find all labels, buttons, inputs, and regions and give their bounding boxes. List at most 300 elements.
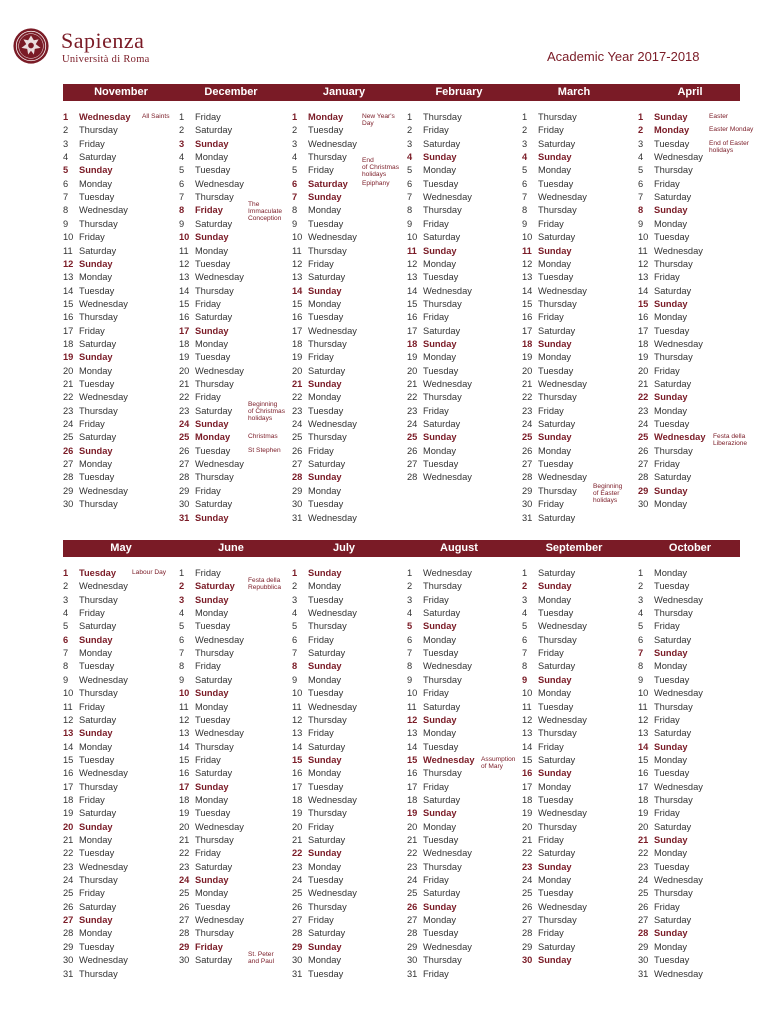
day-row xyxy=(407,741,458,754)
day-row xyxy=(638,431,706,444)
weekday-name: Sunday xyxy=(538,768,572,779)
weekday-name: Monday xyxy=(654,312,688,323)
weekday-name: Thursday xyxy=(423,674,462,685)
day-number: 12 xyxy=(638,714,649,725)
day-number: 11 xyxy=(522,701,532,712)
day-row xyxy=(63,954,128,967)
day-row xyxy=(638,754,687,767)
day-row xyxy=(292,914,334,927)
day-number: 31 xyxy=(63,968,74,979)
weekday-name: Wednesday xyxy=(195,459,244,470)
day-row xyxy=(179,580,235,593)
day-number: 18 xyxy=(522,794,533,805)
day-row xyxy=(638,405,687,418)
day-number: 12 xyxy=(179,714,190,725)
weekday-name: Friday xyxy=(538,741,564,752)
weekday-name: Monday xyxy=(195,338,229,349)
weekday-name: Wednesday xyxy=(195,272,244,283)
weekday-name: Tuesday xyxy=(654,581,690,592)
weekday-name: Sunday xyxy=(308,379,342,389)
day-number: 19 xyxy=(179,352,190,363)
day-row xyxy=(522,445,571,458)
weekday-name: Saturday xyxy=(195,955,233,966)
day-number: 21 xyxy=(638,379,649,389)
day-row xyxy=(292,231,357,244)
holiday-note: End of Easter holidays xyxy=(709,139,749,154)
day-number: 2 xyxy=(292,581,298,592)
day-number: 15 xyxy=(522,298,533,309)
day-number: 18 xyxy=(292,794,303,805)
day-row xyxy=(522,258,571,271)
day-number: 12 xyxy=(522,258,533,269)
day-row xyxy=(179,887,228,900)
day-row xyxy=(179,874,229,887)
day-number: 17 xyxy=(292,781,303,792)
day-row xyxy=(522,901,587,914)
day-row xyxy=(407,111,462,124)
day-number: 9 xyxy=(638,674,644,685)
day-row xyxy=(407,191,472,204)
day-number: 3 xyxy=(63,138,69,149)
day-number: 11 xyxy=(179,701,189,712)
day-number: 9 xyxy=(292,218,298,229)
day-row xyxy=(522,714,587,727)
day-row xyxy=(638,727,691,740)
day-number: 18 xyxy=(638,338,649,349)
weekday-name: Sunday xyxy=(654,298,688,309)
day-row xyxy=(179,741,234,754)
weekday-name: Thursday xyxy=(79,968,118,979)
day-row xyxy=(179,847,221,860)
weekday-name: Saturday xyxy=(79,621,117,632)
weekday-name: Wednesday xyxy=(195,178,244,189)
day-number: 24 xyxy=(522,419,533,430)
weekday-name: Thursday xyxy=(308,432,347,443)
weekday-name: Saturday xyxy=(654,472,692,483)
months-header-bar-2 xyxy=(63,540,740,557)
day-row xyxy=(292,498,343,511)
weekday-name: Saturday xyxy=(308,178,348,189)
weekday-name: Tuesday xyxy=(308,594,344,605)
day-number: 22 xyxy=(522,848,533,859)
day-number: 20 xyxy=(522,821,533,832)
day-row xyxy=(292,285,342,298)
weekday-name: Thursday xyxy=(423,581,462,592)
day-row xyxy=(522,498,564,511)
day-number: 26 xyxy=(522,901,533,912)
day-number: 19 xyxy=(292,808,303,819)
day-number: 2 xyxy=(292,125,298,136)
weekday-name: Monday xyxy=(538,352,572,363)
day-number: 3 xyxy=(522,138,528,149)
day-number: 19 xyxy=(522,808,533,819)
day-number: 16 xyxy=(638,312,649,323)
day-number: 1 xyxy=(292,568,298,578)
day-number: 22 xyxy=(63,392,74,403)
weekday-name: Tuesday xyxy=(538,794,574,805)
day-row xyxy=(63,767,128,780)
weekday-name: Wednesday xyxy=(308,701,357,712)
weekday-name: Thursday xyxy=(308,338,347,349)
day-row xyxy=(638,714,680,727)
day-row xyxy=(522,580,572,593)
brand-subtitle: Università di Roma xyxy=(62,54,150,65)
day-number: 26 xyxy=(292,901,303,912)
day-number: 23 xyxy=(63,861,74,872)
day-number: 2 xyxy=(638,581,644,592)
day-number: 5 xyxy=(179,621,185,632)
day-row xyxy=(179,498,232,511)
day-number: 4 xyxy=(407,152,413,163)
day-row xyxy=(407,714,457,727)
day-number: 5 xyxy=(407,165,413,176)
weekday-name: Tuesday xyxy=(654,768,690,779)
day-number: 29 xyxy=(522,485,533,496)
day-row xyxy=(407,124,449,137)
day-row xyxy=(63,218,118,231)
day-row xyxy=(179,794,228,807)
day-number: 9 xyxy=(63,218,69,229)
day-number: 19 xyxy=(407,352,418,363)
day-row xyxy=(63,861,128,874)
day-row xyxy=(63,674,128,687)
day-number: 30 xyxy=(292,499,303,510)
day-number: 11 xyxy=(638,701,648,712)
day-row xyxy=(522,485,577,498)
weekday-name: Wednesday xyxy=(195,365,244,376)
weekday-name: Friday xyxy=(195,661,221,672)
day-number: 26 xyxy=(407,445,418,456)
day-row xyxy=(63,458,112,471)
weekday-name: Tuesday xyxy=(195,258,231,269)
day-number: 20 xyxy=(638,821,649,832)
weekday-name: Saturday xyxy=(308,648,346,659)
weekday-name: Monday xyxy=(423,445,457,456)
day-row xyxy=(638,674,689,687)
weekday-name: Thursday xyxy=(423,955,462,966)
day-row xyxy=(292,887,357,900)
weekday-name: Saturday xyxy=(423,325,461,336)
day-number: 4 xyxy=(407,608,413,619)
weekday-name: Friday xyxy=(654,714,680,725)
weekday-name: Tuesday xyxy=(195,714,231,725)
day-row xyxy=(63,727,113,740)
day-row xyxy=(638,647,688,660)
weekday-name: Monday xyxy=(195,432,231,443)
day-row xyxy=(292,794,357,807)
day-number: 20 xyxy=(179,365,190,376)
weekday-name: Monday xyxy=(654,941,688,952)
day-number: 3 xyxy=(179,594,185,605)
weekday-name: Thursday xyxy=(79,125,118,136)
day-row xyxy=(63,325,105,338)
day-row xyxy=(638,285,691,298)
weekday-name: Monday xyxy=(654,125,690,136)
day-row xyxy=(522,151,572,164)
day-number: 16 xyxy=(292,768,303,779)
day-number: 11 xyxy=(179,245,189,256)
weekday-name: Monday xyxy=(79,835,113,845)
day-number: 30 xyxy=(63,955,74,966)
day-row xyxy=(638,164,693,177)
day-row xyxy=(292,660,342,673)
day-row xyxy=(63,124,118,137)
weekday-name: Sunday xyxy=(538,861,572,872)
holiday-note: Easter xyxy=(709,113,729,120)
day-number: 4 xyxy=(292,152,298,163)
day-number: 23 xyxy=(292,861,303,872)
day-number: 17 xyxy=(638,781,649,792)
weekday-name: Wednesday xyxy=(654,688,703,699)
day-number: 29 xyxy=(63,485,74,496)
holiday-note: Beginning of Easter holidays xyxy=(593,482,623,504)
day-row xyxy=(63,431,116,444)
weekday-name: Wednesday xyxy=(538,472,587,483)
day-number: 11 xyxy=(63,701,73,712)
weekday-name: Sunday xyxy=(423,152,457,163)
weekday-name: Monday xyxy=(308,392,342,403)
day-row xyxy=(638,954,689,967)
day-number: 12 xyxy=(407,258,418,269)
day-number: 7 xyxy=(292,192,298,203)
day-row xyxy=(63,794,105,807)
weekday-name: Sunday xyxy=(79,634,113,645)
weekday-name: Saturday xyxy=(538,512,576,523)
day-number: 6 xyxy=(522,178,528,189)
day-row xyxy=(407,754,475,767)
weekday-name: Friday xyxy=(654,459,680,470)
holiday-note: Assumption of Mary xyxy=(481,755,516,770)
month-title-september: September xyxy=(545,542,603,554)
day-number: 8 xyxy=(407,205,413,216)
weekday-name: Wednesday xyxy=(654,968,703,979)
day-row xyxy=(179,594,229,607)
weekday-name: Monday xyxy=(423,821,457,832)
day-number: 18 xyxy=(522,338,533,349)
weekday-name: Monday xyxy=(195,888,229,899)
day-number: 25 xyxy=(292,888,303,899)
day-number: 10 xyxy=(292,688,303,699)
day-row xyxy=(638,151,703,164)
weekday-name: Saturday xyxy=(79,901,117,912)
weekday-name: Tuesday xyxy=(654,674,690,685)
day-number: 7 xyxy=(522,192,528,203)
weekday-name: Friday xyxy=(308,165,334,176)
day-number: 15 xyxy=(638,298,649,309)
weekday-name: Saturday xyxy=(654,634,692,645)
weekday-name: Saturday xyxy=(538,232,576,243)
day-row xyxy=(292,191,342,204)
day-row xyxy=(179,191,234,204)
day-number: 17 xyxy=(407,325,418,336)
weekday-name: Tuesday xyxy=(654,861,690,872)
weekday-name: Tuesday xyxy=(79,941,115,952)
weekday-name: Saturday xyxy=(538,941,576,952)
day-number: 27 xyxy=(63,915,74,926)
day-number: 25 xyxy=(638,888,649,899)
day-row xyxy=(63,178,112,191)
day-row xyxy=(638,701,693,714)
day-number: 13 xyxy=(522,272,533,283)
day-number: 10 xyxy=(522,232,533,243)
day-number: 25 xyxy=(63,888,74,899)
day-row xyxy=(292,151,347,164)
weekday-name: Thursday xyxy=(79,499,118,510)
day-number: 24 xyxy=(292,875,303,886)
day-row xyxy=(638,391,688,404)
weekday-name: Monday xyxy=(308,955,342,966)
weekday-name: Wednesday xyxy=(195,634,244,645)
day-row xyxy=(638,567,687,580)
weekday-name: Tuesday xyxy=(538,888,574,899)
day-number: 22 xyxy=(179,848,190,859)
day-number: 4 xyxy=(63,152,69,163)
weekday-name: Tuesday xyxy=(423,272,459,283)
weekday-name: Wednesday xyxy=(538,621,587,632)
day-number: 19 xyxy=(407,808,418,819)
day-number: 26 xyxy=(522,445,533,456)
day-number: 27 xyxy=(522,459,533,470)
day-row xyxy=(179,418,229,431)
day-number: 28 xyxy=(407,472,418,483)
weekday-name: Saturday xyxy=(538,419,576,430)
day-row xyxy=(407,607,460,620)
day-row xyxy=(522,834,564,847)
day-row xyxy=(63,245,116,258)
day-number: 16 xyxy=(407,768,418,779)
day-number: 31 xyxy=(179,512,190,523)
weekday-name: Sunday xyxy=(423,808,457,819)
day-row xyxy=(63,471,114,484)
day-row xyxy=(63,594,118,607)
day-number: 4 xyxy=(522,152,528,163)
weekday-name: Wednesday xyxy=(308,888,357,899)
weekday-name: Sunday xyxy=(538,152,572,163)
day-number: 27 xyxy=(179,915,190,926)
weekday-name: Friday xyxy=(79,888,105,899)
day-number: 11 xyxy=(638,245,648,256)
day-row xyxy=(638,834,688,847)
day-row xyxy=(179,754,221,767)
day-row xyxy=(292,727,334,740)
weekday-name: Monday xyxy=(308,861,342,872)
day-row xyxy=(292,834,345,847)
weekday-name: Thursday xyxy=(538,821,577,832)
day-row xyxy=(638,111,688,124)
day-row xyxy=(63,741,112,754)
day-row xyxy=(638,311,687,324)
day-number: 23 xyxy=(179,861,190,872)
weekday-name: Wednesday xyxy=(538,192,587,203)
weekday-name: Friday xyxy=(654,178,680,189)
day-row xyxy=(522,674,572,687)
day-row xyxy=(638,338,703,351)
day-row xyxy=(522,351,571,364)
day-row xyxy=(638,687,703,700)
day-row xyxy=(292,512,357,525)
day-number: 9 xyxy=(63,674,69,685)
weekday-name: Tuesday xyxy=(308,875,344,886)
day-row xyxy=(292,647,345,660)
weekday-name: Thursday xyxy=(308,245,347,256)
day-number: 1 xyxy=(407,112,413,122)
day-row xyxy=(292,968,343,981)
weekday-name: Friday xyxy=(308,728,334,739)
day-row xyxy=(292,258,334,271)
day-row xyxy=(179,620,230,633)
weekday-name: Friday xyxy=(538,218,564,229)
day-row xyxy=(522,285,587,298)
day-number: 4 xyxy=(179,152,185,163)
day-number: 8 xyxy=(638,661,644,672)
day-row xyxy=(292,687,343,700)
day-row xyxy=(522,954,572,967)
day-row xyxy=(63,485,128,498)
day-number: 7 xyxy=(638,648,644,659)
day-number: 20 xyxy=(407,821,418,832)
day-row xyxy=(179,767,232,780)
day-row xyxy=(407,941,472,954)
weekday-name: Sunday xyxy=(423,901,457,912)
day-row xyxy=(522,325,575,338)
day-row xyxy=(292,111,343,124)
day-number: 23 xyxy=(179,405,190,416)
weekday-name: Friday xyxy=(79,232,105,243)
weekday-name: Tuesday xyxy=(79,568,117,578)
day-row xyxy=(63,445,113,458)
day-row xyxy=(63,701,105,714)
day-number: 18 xyxy=(407,794,418,805)
day-number: 15 xyxy=(179,298,190,309)
weekday-name: Wednesday xyxy=(538,714,587,725)
day-number: 15 xyxy=(407,298,418,309)
day-row xyxy=(407,861,462,874)
day-number: 5 xyxy=(407,621,413,632)
day-number: 1 xyxy=(522,568,528,578)
day-number: 14 xyxy=(522,741,533,752)
day-row xyxy=(292,218,343,231)
weekday-name: Sunday xyxy=(654,835,688,845)
day-row xyxy=(63,271,112,284)
weekday-name: Friday xyxy=(423,688,449,699)
weekday-name: Friday xyxy=(538,928,564,939)
day-row xyxy=(638,874,703,887)
day-number: 18 xyxy=(63,794,74,805)
day-number: 15 xyxy=(63,754,74,765)
day-number: 10 xyxy=(63,232,74,243)
day-row xyxy=(638,378,691,391)
day-row xyxy=(292,941,342,954)
day-row xyxy=(63,901,116,914)
weekday-name: Tuesday xyxy=(308,405,344,416)
day-row xyxy=(179,485,221,498)
day-number: 27 xyxy=(292,915,303,926)
day-row xyxy=(179,351,230,364)
day-number: 7 xyxy=(63,648,69,659)
day-row xyxy=(522,594,571,607)
day-number: 29 xyxy=(292,485,303,496)
month-title-october: October xyxy=(668,542,712,554)
day-number: 11 xyxy=(292,245,302,256)
weekday-name: Saturday xyxy=(195,405,233,416)
day-row xyxy=(63,821,113,834)
day-row xyxy=(407,887,460,900)
day-row xyxy=(292,607,357,620)
weekday-name: Sunday xyxy=(538,674,572,685)
day-row xyxy=(292,874,343,887)
weekday-name: Wednesday xyxy=(654,781,703,792)
day-number: 3 xyxy=(292,594,298,605)
